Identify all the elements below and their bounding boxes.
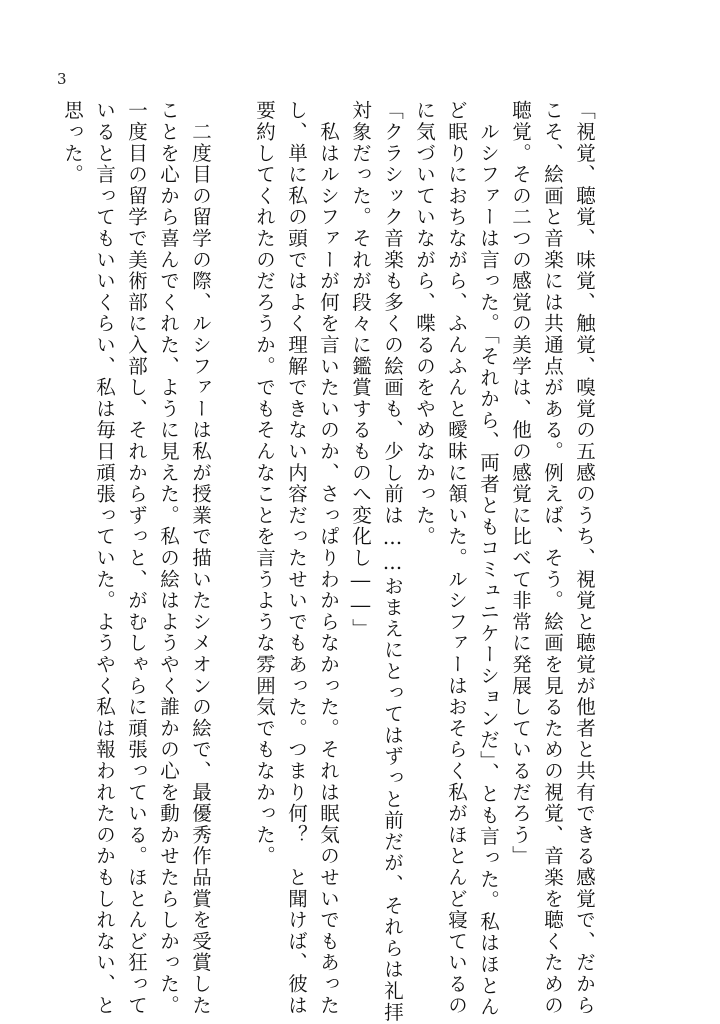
text-line: 「視覚、聴覚、味覚、触覚、嗅覚の五感のうち、視覚と聴覚が他者と共有できる感覚で、だから: [573, 100, 596, 1016]
text-line: 要約してくれたのだろうか。でもそんなことを言うような雰囲気でもなかった。: [253, 100, 276, 867]
text-line: 二度目の留学の際、ルシファーは私が授業で描いたシメオンの絵で、最優秀作品賞を受賞した: [189, 100, 212, 1016]
text-line: いると言ってもいいくらい、私は毎日頑張っていた。ようやく私は報われたのかもしれない、と: [93, 100, 116, 1016]
text-line: こそ、絵画と音楽には共通点がある。例えば、そう。絵画を見るための視覚、音楽を聴くための: [541, 100, 564, 1016]
text-line: 私はルシファーが何を言いたいのか、さっぱりわからなかった。それは眠気のせいでもあった: [317, 100, 340, 1016]
text-line: ど眠りにおちながら、ふんふんと曖昧に頷いた。ルシファーはおそらく私がほとんど寝ているの: [445, 100, 468, 1016]
text-line: ことを心から喜んでくれた、ように見えた。私の絵はようやく誰かの心を動かせたらしかった。: [157, 100, 180, 1016]
text-line: 聴覚。その二つの感覚の美学は、他の感覚に比べて非常に発展しているだろう」: [509, 100, 532, 867]
text-line: に気づいていながら、喋るのをやめなかった。: [413, 100, 436, 548]
text-line: し、単に私の頭ではよく理解できない内容だったせいでもあった。つまり何？ と聞けば、彼は: [285, 100, 308, 1016]
text-line: 一度目の留学で美術部に入部し、それからずっと、がむしゃらに頑張っている。ほとんど狂って: [125, 100, 148, 1016]
text-line: 思った。: [61, 100, 84, 186]
text-line: 「クラシック音楽も多くの絵画も、少し前は……おまえにとってはずっと前だが、それらは礼拝: [381, 100, 404, 1023]
text-line: ルシファーは言った。「それから、両者ともコミュニケーションだ」、とも言った。私はほとん: [477, 100, 500, 1018]
text-line: 対象だった。それが段々に鑑賞するものへ変化し――」: [349, 100, 372, 640]
page-number: 3: [57, 70, 67, 88]
